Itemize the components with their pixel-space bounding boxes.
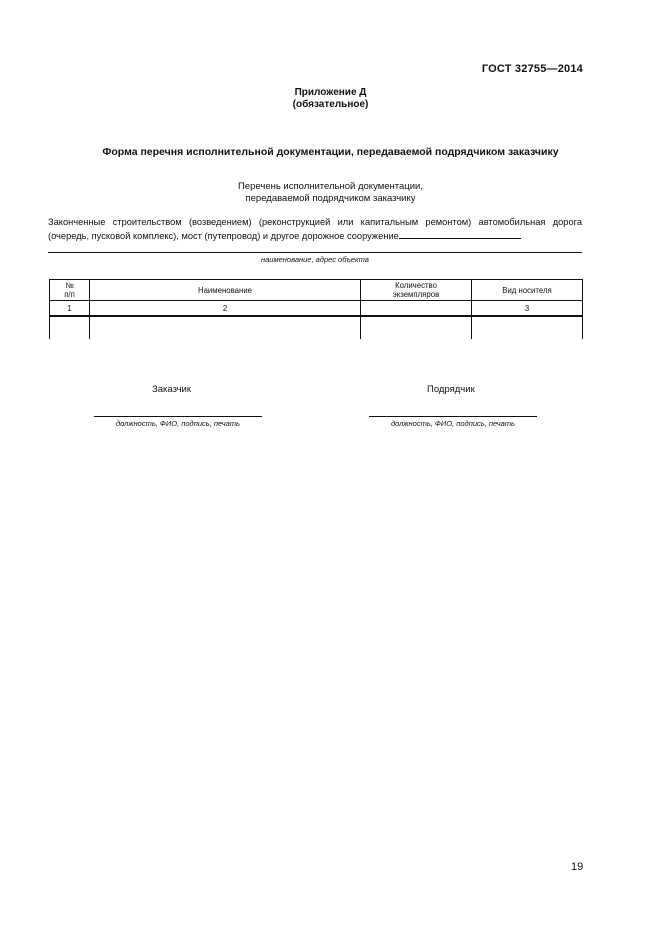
- page-number: 19: [571, 861, 584, 873]
- header-name: Наименование: [90, 280, 361, 301]
- fill-in-line: [399, 229, 521, 239]
- table-cell: [50, 316, 90, 339]
- table-row: [50, 316, 583, 339]
- appendix-heading: [0, 87, 661, 111]
- list-title-line-2: передаваемой подрядчиком заказчику: [245, 193, 416, 204]
- customer-signature-caption: должность, ФИО, подпись, печать: [115, 419, 240, 428]
- customer-label: Заказчик: [152, 384, 192, 395]
- form-title: Форма перечня исполнительной документации, передаваемой подрядчиком заказчику: [102, 146, 559, 158]
- col-num-3: [361, 301, 472, 317]
- table-cell: [472, 316, 583, 339]
- header-media: Вид носителя: [472, 280, 583, 301]
- appendix-status: (обязательное): [292, 99, 369, 110]
- object-paragraph: [48, 215, 582, 243]
- documents-table: [49, 279, 583, 339]
- contractor-signature-line: [369, 416, 537, 417]
- col-num-2: 2: [90, 301, 361, 317]
- appendix-title: Приложение Д: [294, 87, 367, 98]
- object-name-line: [48, 252, 582, 253]
- col-num-4: 3: [472, 301, 583, 317]
- object-caption: наименование, адрес объекта: [261, 255, 369, 264]
- header-no: № п/п: [50, 280, 90, 301]
- table-header-row: [50, 280, 583, 301]
- contractor-signature-caption: должность, ФИО, подпись, печать: [390, 419, 515, 428]
- list-title-line-1: Перечень исполнительной документации,: [238, 181, 423, 192]
- customer-signature-line: [94, 416, 262, 417]
- standard-number: ГОСТ 32755—2014: [481, 63, 583, 75]
- table-cell: [361, 316, 472, 339]
- list-title: [0, 181, 661, 205]
- table-number-row: [50, 301, 583, 317]
- col-num-1: 1: [50, 301, 90, 317]
- contractor-label: Подрядчик: [427, 384, 475, 395]
- object-paragraph-text: Законченные строительством (возведением) (реконструкцией или капитальным ремонтом) автомобильная дорога (очередь, пусковой комплекс), мост (путепровод) и другое дорожное сооружение: [48, 217, 582, 241]
- header-qty: Количество экземпляров: [361, 280, 472, 301]
- table-cell: [90, 316, 361, 339]
